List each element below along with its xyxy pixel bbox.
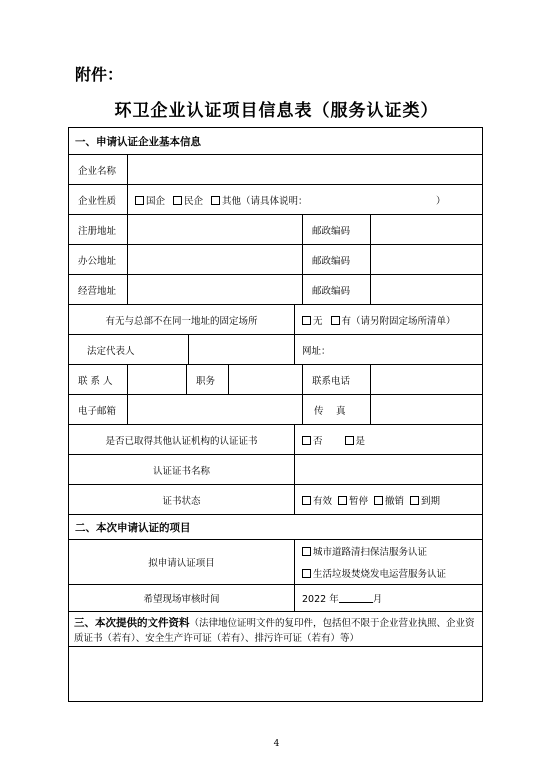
company-type-close-paren: ）	[436, 195, 446, 207]
audit-time-row	[69, 585, 482, 612]
attachment-label: 附件：	[75, 65, 124, 84]
website-label[interactable]: 网址：	[302, 345, 331, 357]
position-field[interactable]	[229, 365, 303, 394]
office-address-field[interactable]	[128, 245, 303, 274]
section3-field[interactable]	[69, 647, 482, 701]
proposed-options	[295, 540, 484, 584]
proposed-option-waste-incineration[interactable]: 生活垃圾焚烧发电运营服务认证	[302, 566, 446, 580]
cert-status-option-valid[interactable]: 有效	[302, 493, 332, 507]
business-address-field[interactable]	[128, 275, 303, 304]
audit-time-label: 希望现场审核时间	[69, 585, 295, 611]
fixed-site-row	[69, 305, 482, 335]
cert-status-options	[295, 485, 484, 514]
business-postcode-field[interactable]	[371, 275, 484, 304]
reg-address-field[interactable]	[128, 215, 303, 244]
other-cert-options	[295, 425, 484, 454]
section2-heading-row	[69, 515, 482, 540]
page-title: 环卫企业认证项目信息表（服务认证类）	[114, 101, 439, 121]
checkbox-icon	[302, 547, 311, 556]
audit-time-field[interactable]	[295, 585, 484, 611]
company-type-label: 企业性质	[69, 185, 128, 214]
email-field[interactable]	[128, 395, 303, 424]
checkbox-icon	[331, 316, 340, 325]
proposed-option-street-cleaning[interactable]: 城市道路清扫保洁服务认证	[302, 544, 427, 558]
email-label: 电子邮箱	[69, 395, 128, 424]
company-name-row	[69, 155, 482, 185]
position-label: 职务	[187, 365, 229, 394]
checkbox-icon	[374, 496, 383, 505]
other-cert-question: 是否已取得其他认证机构的认证证书	[69, 425, 295, 454]
company-type-option-state[interactable]: 国企	[135, 193, 165, 207]
cert-status-row	[69, 485, 482, 515]
cert-status-label: 证书状态	[69, 485, 295, 514]
office-address-label: 办公地址	[69, 245, 128, 274]
section1-heading: 一、申请认证企业基本信息	[75, 135, 201, 148]
company-type-row	[69, 185, 482, 215]
checkbox-icon	[173, 196, 182, 205]
audit-month-blank[interactable]	[339, 593, 373, 603]
phone-label: 联系电话	[303, 365, 371, 394]
checkbox-icon	[135, 196, 144, 205]
section3-text	[74, 616, 477, 646]
section3-row	[69, 612, 482, 701]
contact-field[interactable]	[128, 365, 187, 394]
audit-year: 2022 年	[302, 594, 339, 605]
checkbox-icon	[302, 316, 311, 325]
proposed-row	[69, 540, 482, 585]
other-cert-row	[69, 425, 482, 455]
email-row	[69, 395, 482, 425]
fax-field[interactable]	[371, 395, 484, 424]
fixed-site-options	[295, 305, 484, 334]
section1-heading-row	[69, 128, 482, 155]
legal-rep-label: 法定代表人	[69, 335, 189, 364]
checkbox-icon	[338, 496, 347, 505]
company-type-options	[128, 185, 484, 214]
checkbox-icon	[345, 436, 354, 445]
page-number: 4	[273, 739, 280, 749]
other-cert-option-no[interactable]: 否	[302, 433, 323, 447]
company-type-option-private[interactable]: 民企	[173, 193, 203, 207]
reg-address-label: 注册地址	[69, 215, 128, 244]
company-name-field[interactable]	[128, 155, 484, 184]
checkbox-icon	[410, 496, 419, 505]
business-postcode-label: 邮政编码	[303, 275, 371, 304]
legal-rep-field[interactable]	[189, 335, 295, 364]
checkbox-icon	[211, 196, 220, 205]
fixed-site-question: 有无与总部不在同一地址的固定场所	[69, 305, 295, 334]
contact-label: 联 系 人	[69, 365, 128, 394]
cert-name-label: 认证证书名称	[69, 455, 295, 484]
phone-field[interactable]	[371, 365, 484, 394]
cert-status-option-suspended[interactable]: 暂停	[338, 493, 368, 507]
info-form-table	[68, 127, 483, 702]
proposed-label: 拟申请认证项目	[69, 540, 295, 584]
contact-row	[69, 365, 482, 395]
fixed-site-option-no[interactable]: 无	[302, 313, 323, 327]
section3-heading: 三、本次提供的文件资料	[74, 617, 190, 629]
other-cert-option-yes[interactable]: 是	[345, 433, 366, 447]
office-postcode-field[interactable]	[371, 245, 484, 274]
business-address-row	[69, 275, 482, 305]
cert-name-row	[69, 455, 482, 485]
checkbox-icon	[302, 436, 311, 445]
fixed-site-option-yes[interactable]: 有（请另附固定场所清单）	[331, 313, 456, 327]
company-name-label: 企业名称	[69, 155, 128, 184]
reg-address-row	[69, 215, 482, 245]
legal-rep-row	[69, 335, 482, 365]
checkbox-icon	[302, 569, 311, 578]
office-address-row	[69, 245, 482, 275]
audit-month-suffix: 月	[372, 594, 383, 605]
office-postcode-label: 邮政编码	[303, 245, 371, 274]
checkbox-icon	[302, 496, 311, 505]
company-type-option-other[interactable]: 其他（请具体说明：	[211, 193, 308, 207]
cert-name-field[interactable]	[295, 455, 484, 484]
reg-postcode-field[interactable]	[371, 215, 484, 244]
section3-description: （法律地位证明文件的复印件，包括但不限于企业营业执照、企业资质证书（若有）、安全生产许可证（若有）、排污许可证（若有）等）	[74, 618, 475, 644]
fax-label: 传 真	[303, 395, 371, 424]
section2-heading: 二、本次申请认证的项目	[75, 521, 191, 534]
reg-postcode-label: 邮政编码	[303, 215, 371, 244]
cert-status-option-expired[interactable]: 到期	[410, 493, 440, 507]
business-address-label: 经营地址	[69, 275, 128, 304]
cert-status-option-revoked[interactable]: 撤销	[374, 493, 404, 507]
